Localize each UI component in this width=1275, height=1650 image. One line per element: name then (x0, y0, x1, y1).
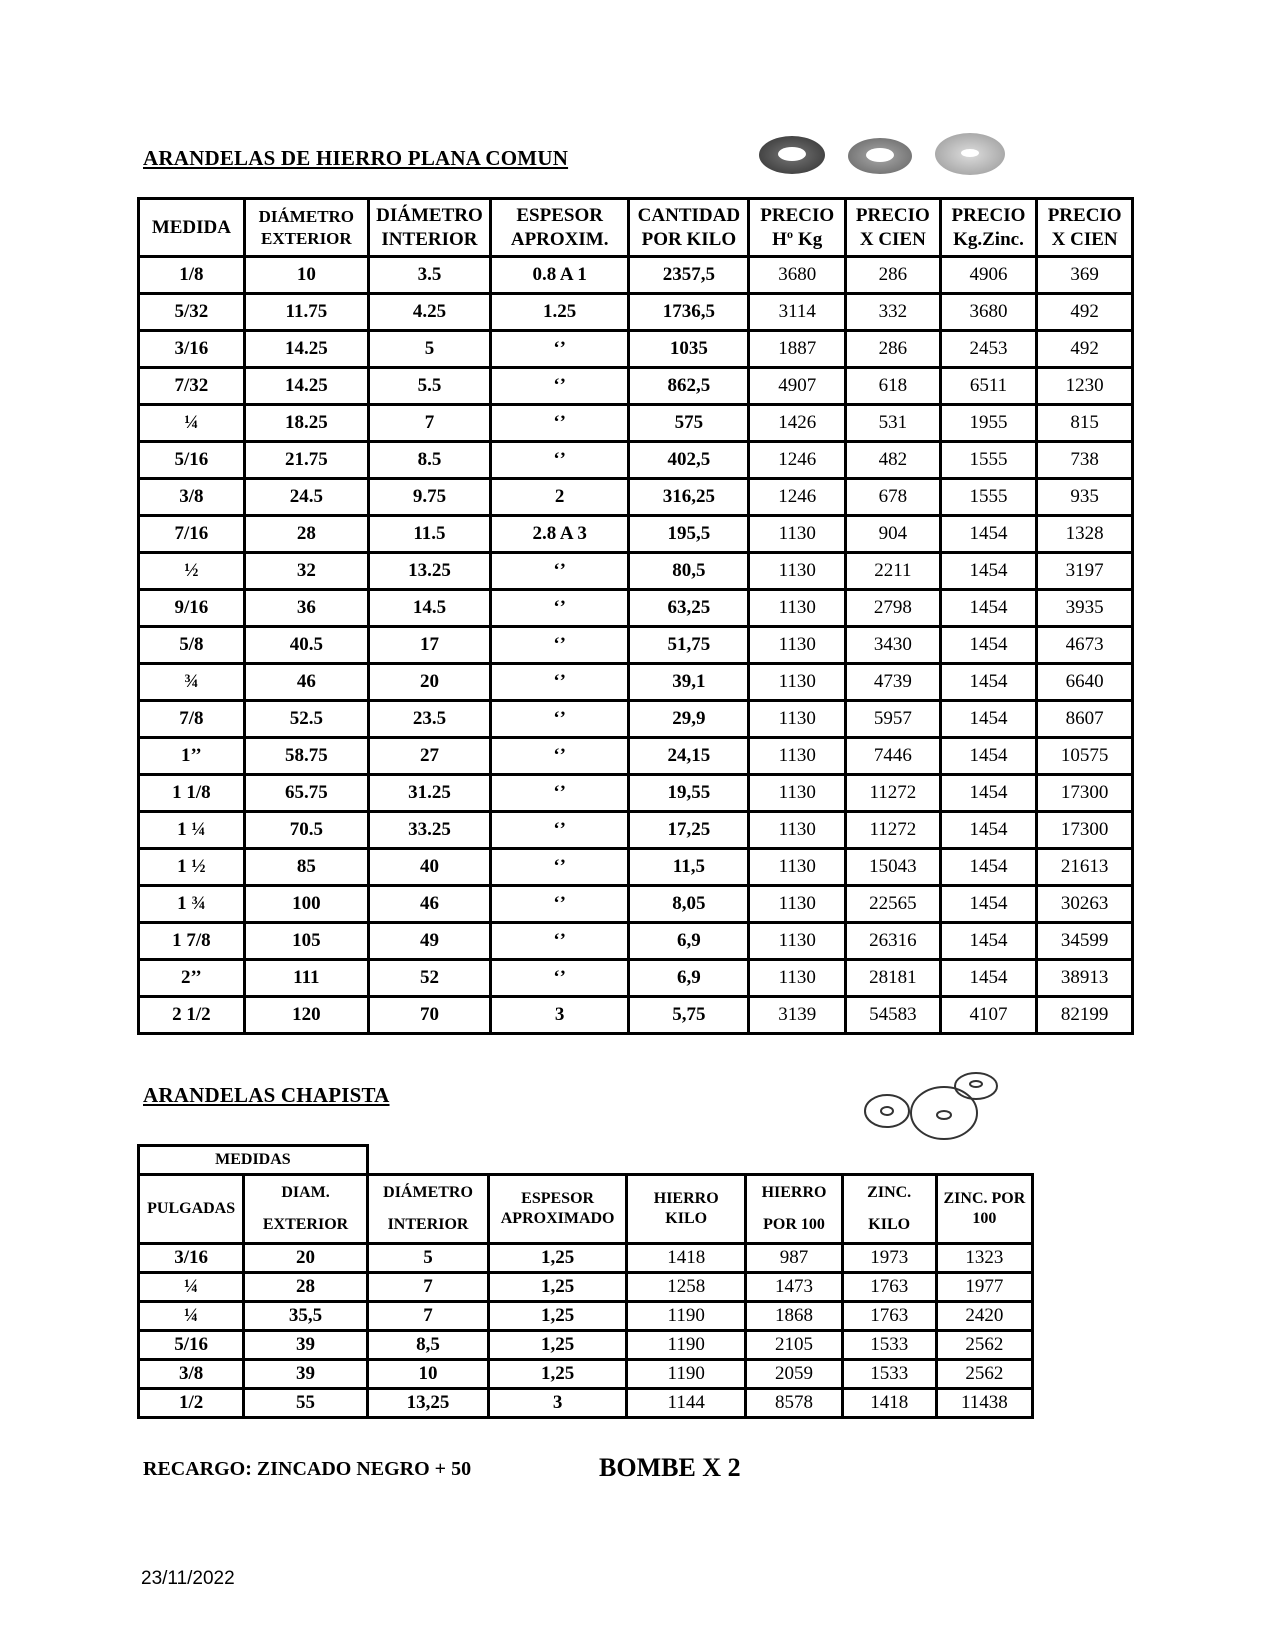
header-medidas: MEDIDAS (139, 1146, 368, 1175)
table-cell: 1144 (626, 1389, 745, 1418)
header-medida: MEDIDA (139, 199, 245, 257)
table-cell: 1533 (842, 1331, 936, 1360)
table-cell: 1736,5 (629, 294, 749, 331)
table-row (139, 664, 1133, 701)
table-cell: 34599 (1037, 923, 1133, 960)
table-cell: 9/16 (139, 590, 245, 627)
table-cell: 111 (244, 960, 368, 997)
washers-photo (752, 130, 1022, 180)
table-cell: 8607 (1037, 701, 1133, 738)
table-cell: 8,05 (629, 886, 749, 923)
table-cell: 1887 (749, 331, 846, 368)
table-cell: 1/2 (139, 1389, 244, 1418)
header-precio-hierro-kg: PRECIO Hº Kg (749, 199, 846, 257)
header-espesor: ESPESOR APROXIM. (490, 199, 628, 257)
table-cell: 1454 (940, 923, 1037, 960)
table-cell: 3197 (1037, 553, 1133, 590)
table-cell: 1258 (626, 1273, 745, 1302)
table-cell: 3/16 (139, 331, 245, 368)
table-cell: 2 (490, 479, 628, 516)
table-cell: 1’’ (139, 738, 245, 775)
table-cell: 4107 (940, 997, 1037, 1034)
table-row (139, 1389, 1033, 1418)
table-cell: 316,25 (629, 479, 749, 516)
table-row (139, 257, 1133, 294)
table-cell: 17300 (1037, 812, 1133, 849)
table-cell: 26316 (846, 923, 941, 960)
table-cell: 22565 (846, 886, 941, 923)
table-cell: 1130 (749, 627, 846, 664)
table-cell: 1323 (936, 1244, 1032, 1273)
table-cell: 14.25 (244, 368, 368, 405)
table-cell: 1 ½ (139, 849, 245, 886)
table-row (139, 775, 1133, 812)
table-cell: 85 (244, 849, 368, 886)
table-cell: 29,9 (629, 701, 749, 738)
table-cell: 3 (489, 1389, 627, 1418)
table-row (139, 479, 1133, 516)
table-cell: 8,5 (367, 1331, 488, 1360)
table-cell: 3114 (749, 294, 846, 331)
table-cell: 7446 (846, 738, 941, 775)
table-cell: 27 (368, 738, 490, 775)
washer-dark (759, 136, 825, 174)
table-cell: 1130 (749, 775, 846, 812)
table-header-row (139, 1175, 1033, 1244)
table-cell: 1454 (940, 664, 1037, 701)
document-date: 23/11/2022 (141, 1568, 235, 1589)
washers-sketch (855, 1063, 1005, 1147)
table-cell: 7/32 (139, 368, 245, 405)
table-cell: 3/16 (139, 1244, 244, 1273)
table-cell: 618 (846, 368, 941, 405)
table-cell: 24,15 (629, 738, 749, 775)
table-cell: 195,5 (629, 516, 749, 553)
table-cell: 1,25 (489, 1273, 627, 1302)
table-cell: 2798 (846, 590, 941, 627)
table-cell: 1130 (749, 923, 846, 960)
table-cell: 1973 (842, 1244, 936, 1273)
header-diam-exterior: DIAM. EXTERIOR (244, 1175, 368, 1244)
table-cell: 11,5 (629, 849, 749, 886)
table-cell: 10 (367, 1360, 488, 1389)
table-cell: 1,25 (489, 1360, 627, 1389)
table-cell: 1,25 (489, 1331, 627, 1360)
table-cell: 5,75 (629, 997, 749, 1034)
table-cell: 4907 (749, 368, 846, 405)
table-cell: 2562 (936, 1331, 1032, 1360)
table-cell: 54583 (846, 997, 941, 1034)
header-diametro-interior: DIÁMETRO INTERIOR (368, 199, 490, 257)
table-cell: ‘’ (490, 812, 628, 849)
table-cell: 51,75 (629, 627, 749, 664)
table-cell: 30263 (1037, 886, 1133, 923)
table-cell: 1130 (749, 701, 846, 738)
table-cell: 3/8 (139, 479, 245, 516)
table-cell: 1035 (629, 331, 749, 368)
table-cell: ‘’ (490, 849, 628, 886)
table-cell: 8.5 (368, 442, 490, 479)
table-row (139, 960, 1133, 997)
table-cell: 33.25 (368, 812, 490, 849)
table-cell: 678 (846, 479, 941, 516)
table-cell: 738 (1037, 442, 1133, 479)
table-cell: 39,1 (629, 664, 749, 701)
table-cell: 55 (244, 1389, 368, 1418)
table-cell: 6,9 (629, 923, 749, 960)
table-cell: 11272 (846, 775, 941, 812)
section1-title: ARANDELAS DE HIERRO PLANA COMUN (143, 146, 569, 170)
table-cell: 1454 (940, 516, 1037, 553)
table-row (139, 738, 1133, 775)
table-cell: ¼ (139, 1302, 244, 1331)
table-cell: 7 (368, 405, 490, 442)
table-row (139, 405, 1133, 442)
table-cell: 10 (244, 257, 368, 294)
table-cell: 6511 (940, 368, 1037, 405)
table-cell: 11438 (936, 1389, 1032, 1418)
table-cell: 5/8 (139, 627, 245, 664)
table-cell: 1130 (749, 886, 846, 923)
table-row (139, 553, 1133, 590)
header-precio-x-cien: PRECIO X CIEN (846, 199, 941, 257)
table-cell: 5/16 (139, 1331, 244, 1360)
table-cell: 6640 (1037, 664, 1133, 701)
header-pulgadas: PULGADAS (139, 1175, 244, 1244)
table-row (139, 923, 1133, 960)
table-cell: ‘’ (490, 664, 628, 701)
table-cell: ‘’ (490, 442, 628, 479)
table-cell: 1 ¾ (139, 886, 245, 923)
table-cell: 0.8 A 1 (490, 257, 628, 294)
table-cell: 21613 (1037, 849, 1133, 886)
table-cell: 24.5 (244, 479, 368, 516)
table-cell: 1130 (749, 590, 846, 627)
table-cell: 1955 (940, 405, 1037, 442)
table-cell: 1,25 (489, 1244, 627, 1273)
table-cell: 20 (244, 1244, 368, 1273)
table-cell: 1418 (626, 1244, 745, 1273)
table-cell: ‘’ (490, 738, 628, 775)
table-cell: 1130 (749, 553, 846, 590)
table-cell: 5 (367, 1244, 488, 1273)
table-cell: ‘’ (490, 923, 628, 960)
table-cell: 402,5 (629, 442, 749, 479)
table-cell: ¼ (139, 1273, 244, 1302)
header-hierro-kilo: HIERRO KILO (626, 1175, 745, 1244)
table-cell: 1130 (749, 516, 846, 553)
table-cell: 1/8 (139, 257, 245, 294)
table-row (139, 516, 1133, 553)
table-cell: ½ (139, 553, 245, 590)
washer-light (935, 133, 1005, 175)
table-cell: 105 (244, 923, 368, 960)
table-cell: 1555 (940, 442, 1037, 479)
header-diametro-interior: DIÁMETRO INTERIOR (367, 1175, 488, 1244)
table-cell: 1454 (940, 553, 1037, 590)
table-cell: 531 (846, 405, 941, 442)
table-cell: 7/16 (139, 516, 245, 553)
table-header-row (139, 199, 1133, 257)
table-cell: 2’’ (139, 960, 245, 997)
table-cell: 1246 (749, 479, 846, 516)
table-cell: 1454 (940, 775, 1037, 812)
table-cell: 19,55 (629, 775, 749, 812)
table-cell: 3680 (940, 294, 1037, 331)
table-cell: 10575 (1037, 738, 1133, 775)
table-cell: 1130 (749, 738, 846, 775)
table-cell: 11.75 (244, 294, 368, 331)
table-cell: ‘’ (490, 627, 628, 664)
table-cell: ‘’ (490, 405, 628, 442)
table-cell: 935 (1037, 479, 1133, 516)
table-cell: ‘’ (490, 553, 628, 590)
table-row (139, 1302, 1033, 1331)
table-cell: ¾ (139, 664, 245, 701)
header-spacer (367, 1146, 1032, 1175)
table-cell: 11272 (846, 812, 941, 849)
table-cell: 1418 (842, 1389, 936, 1418)
table-row (139, 812, 1133, 849)
table-cell: 120 (244, 997, 368, 1034)
table-cell: 36 (244, 590, 368, 627)
table-cell: 63,25 (629, 590, 749, 627)
table-cell: 28 (244, 1273, 368, 1302)
header-precio-x-cien-zinc: PRECIO X CIEN (1037, 199, 1133, 257)
table-cell: ‘’ (490, 590, 628, 627)
table-cell: 1454 (940, 812, 1037, 849)
table-cell: 2 1/2 (139, 997, 245, 1034)
table-row (139, 590, 1133, 627)
table-cell: 1977 (936, 1273, 1032, 1302)
table-cell: 40 (368, 849, 490, 886)
table-cell: 14.25 (244, 331, 368, 368)
table-cell: 70 (368, 997, 490, 1034)
table-cell: 1454 (940, 590, 1037, 627)
table-cell: 1130 (749, 849, 846, 886)
table-row (139, 997, 1133, 1034)
table-cell: 39 (244, 1360, 368, 1389)
table-cell: 5.5 (368, 368, 490, 405)
table-cell: 2.8 A 3 (490, 516, 628, 553)
table-cell: 5 (368, 331, 490, 368)
header-zinc-por-100: ZINC. POR 100 (936, 1175, 1032, 1244)
table-cell: 1130 (749, 812, 846, 849)
table-cell: 1 ¼ (139, 812, 245, 849)
table-cell: 28181 (846, 960, 941, 997)
bombe-note: BOMBE X 2 (599, 1453, 741, 1482)
table-cell: 4739 (846, 664, 941, 701)
table-cell: 35,5 (244, 1302, 368, 1331)
table-cell: 1.25 (490, 294, 628, 331)
table-cell: 18.25 (244, 405, 368, 442)
table-row (139, 1331, 1033, 1360)
table-row (139, 701, 1133, 738)
table-cell: 1454 (940, 886, 1037, 923)
table-cell: 46 (368, 886, 490, 923)
table-cell: 82199 (1037, 997, 1133, 1034)
table-cell: 1190 (626, 1331, 745, 1360)
washers-iron-table (137, 197, 1134, 1035)
table-cell: 3/8 (139, 1360, 244, 1389)
section2-title: ARANDELAS CHAPISTA (143, 1083, 390, 1107)
table-row (139, 294, 1133, 331)
table-cell: 4673 (1037, 627, 1133, 664)
table-cell: 369 (1037, 257, 1133, 294)
table-cell: 2059 (746, 1360, 842, 1389)
table-cell: 3139 (749, 997, 846, 1034)
table-cell: 8578 (746, 1389, 842, 1418)
table-cell: 31.25 (368, 775, 490, 812)
table-cell: 13,25 (367, 1389, 488, 1418)
table-cell: 5957 (846, 701, 941, 738)
table-cell: 17 (368, 627, 490, 664)
recargo-note: RECARGO: ZINCADO NEGRO + 50 (143, 1458, 472, 1480)
table-row (139, 442, 1133, 479)
table-cell: 58.75 (244, 738, 368, 775)
table-cell: 2105 (746, 1331, 842, 1360)
table-cell: 13.25 (368, 553, 490, 590)
table-cell: 1473 (746, 1273, 842, 1302)
table-cell: ‘’ (490, 701, 628, 738)
table-cell: 3 (490, 997, 628, 1034)
table-cell: 11.5 (368, 516, 490, 553)
table-cell: 15043 (846, 849, 941, 886)
table-cell: 23.5 (368, 701, 490, 738)
table-cell: 17,25 (629, 812, 749, 849)
table-row (139, 368, 1133, 405)
table-cell: 1130 (749, 960, 846, 997)
table-cell: 40.5 (244, 627, 368, 664)
table-row (139, 1273, 1033, 1302)
table-cell: 14.5 (368, 590, 490, 627)
table-cell: 3935 (1037, 590, 1133, 627)
table-cell: 1533 (842, 1360, 936, 1389)
table-cell: 5/16 (139, 442, 245, 479)
table-cell: 286 (846, 331, 941, 368)
table-cell: 1426 (749, 405, 846, 442)
table-cell: 52 (368, 960, 490, 997)
table-cell: 5/32 (139, 294, 245, 331)
header-cantidad: CANTIDAD POR KILO (629, 199, 749, 257)
table-cell: 815 (1037, 405, 1133, 442)
table-cell: 332 (846, 294, 941, 331)
table-cell: 49 (368, 923, 490, 960)
table-cell: 1763 (842, 1302, 936, 1331)
table-cell: 1190 (626, 1360, 745, 1389)
washer-mid (848, 138, 912, 174)
table-cell: 575 (629, 405, 749, 442)
table-cell: 1454 (940, 701, 1037, 738)
table-cell: 904 (846, 516, 941, 553)
table-cell: 1454 (940, 849, 1037, 886)
table-cell: 862,5 (629, 368, 749, 405)
table-row (139, 1244, 1033, 1273)
table-cell: 39 (244, 1331, 368, 1360)
table-cell: 65.75 (244, 775, 368, 812)
table-cell: 7 (367, 1302, 488, 1331)
header-diametro-exterior: DIÁMETRO EXTERIOR (244, 199, 368, 257)
table-cell: ‘’ (490, 960, 628, 997)
table-cell: 7 (367, 1273, 488, 1302)
group-header-row (139, 1146, 1033, 1175)
table-cell: 2562 (936, 1360, 1032, 1389)
table-cell: ‘’ (490, 775, 628, 812)
table-cell: ¼ (139, 405, 245, 442)
table-cell: 2420 (936, 1302, 1032, 1331)
table-cell: 3680 (749, 257, 846, 294)
header-espesor-aproximado: ESPESOR APROXIMADO (489, 1175, 627, 1244)
washers-chapista-table (137, 1144, 1034, 1419)
table-cell: 1 1/8 (139, 775, 245, 812)
table-cell: 492 (1037, 294, 1133, 331)
table-cell: 1868 (746, 1302, 842, 1331)
table-row (139, 331, 1133, 368)
header-zinc-kilo: ZINC. KILO (842, 1175, 936, 1244)
table-cell: ‘’ (490, 368, 628, 405)
table-cell: 80,5 (629, 553, 749, 590)
header-precio-kg-zinc: PRECIO Kg.Zinc. (940, 199, 1037, 257)
table-cell: 2453 (940, 331, 1037, 368)
table-cell: 3430 (846, 627, 941, 664)
table-cell: 17300 (1037, 775, 1133, 812)
table-cell: 492 (1037, 331, 1133, 368)
table-row (139, 886, 1133, 923)
table-cell: 1328 (1037, 516, 1133, 553)
table-cell: 4.25 (368, 294, 490, 331)
header-hierro-por-100: HIERRO POR 100 (746, 1175, 842, 1244)
table-cell: 52.5 (244, 701, 368, 738)
table-cell: 3.5 (368, 257, 490, 294)
table-cell: 1454 (940, 738, 1037, 775)
table-cell: 1763 (842, 1273, 936, 1302)
table-cell: 2357,5 (629, 257, 749, 294)
table-cell: 482 (846, 442, 941, 479)
table-cell: 1,25 (489, 1302, 627, 1331)
table-cell: 1246 (749, 442, 846, 479)
table-cell: 987 (746, 1244, 842, 1273)
table-cell: 1454 (940, 627, 1037, 664)
table-row (139, 849, 1133, 886)
table-cell: 32 (244, 553, 368, 590)
table-cell: 28 (244, 516, 368, 553)
table-cell: 70.5 (244, 812, 368, 849)
table-cell: 38913 (1037, 960, 1133, 997)
table-cell: ‘’ (490, 886, 628, 923)
table-cell: 286 (846, 257, 941, 294)
table-cell: 7/8 (139, 701, 245, 738)
table-cell: 4906 (940, 257, 1037, 294)
table-cell: 100 (244, 886, 368, 923)
table-row (139, 1360, 1033, 1389)
table-cell: 1454 (940, 960, 1037, 997)
table-cell: 20 (368, 664, 490, 701)
table-cell: 1130 (749, 664, 846, 701)
table-row (139, 627, 1133, 664)
table-cell: ‘’ (490, 331, 628, 368)
table-cell: 1230 (1037, 368, 1133, 405)
table-cell: 6,9 (629, 960, 749, 997)
table-cell: 1555 (940, 479, 1037, 516)
table-cell: 1 7/8 (139, 923, 245, 960)
table-cell: 46 (244, 664, 368, 701)
table-cell: 21.75 (244, 442, 368, 479)
table-cell: 2211 (846, 553, 941, 590)
table-cell: 1190 (626, 1302, 745, 1331)
table-cell: 9.75 (368, 479, 490, 516)
